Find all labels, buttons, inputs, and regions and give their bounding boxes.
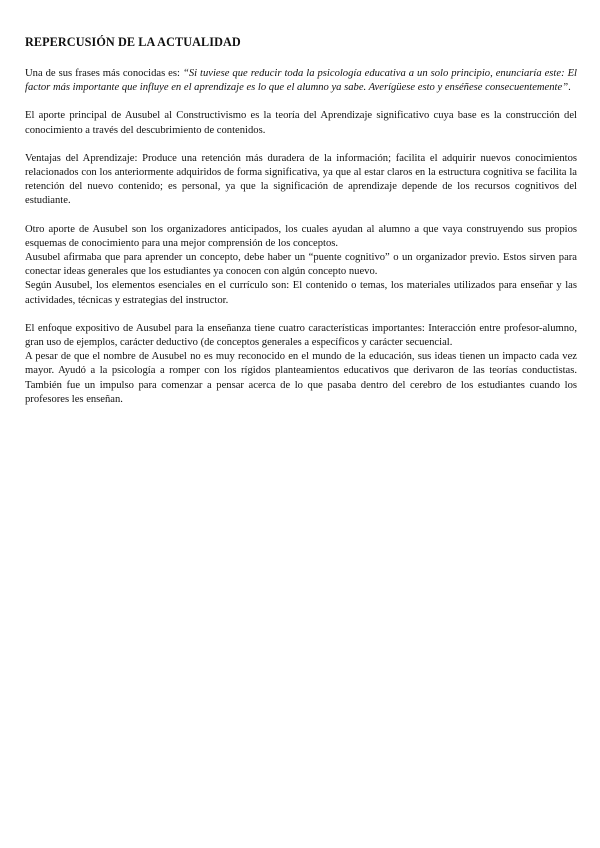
paragraph-main-contribution: El aporte principal de Ausubel al Constructivismo es la teoría del Aprendizaje significativo cuya base es la construcción del conocimiento a través del descubrimiento de contenidos. [25, 110, 577, 136]
paragraph-cognitive-bridge: Ausubel afirmaba que para aprender un concepto, debe haber un “puente cognitivo” o un organizador previo. Estos sirven para conectar ideas generales que los estudiantes ya conocen con algún concepto nuevo. [25, 252, 577, 278]
paragraph-advantages: Ventajas del Aprendizaje: Produce una retención más duradera de la información; facilita el adquirir nuevos conocimientos relacionados con los anteriormente adquiridos de forma significativa, ya que al estar claros en la estructura cognitiva se facilita la retención del nuevo contenido; es personal, ya que la significación de aprendizaje depende de los recursos cognitivos del estudiante. [25, 152, 577, 207]
paragraph-curriculum-elements: Según Ausubel, los elementos esenciales en el currículo son: El contenido o temas, los materiales utilizados para enseñar y las actividades, técnicas y estrategias del instructor. [25, 280, 577, 306]
ausubel-quote: “Si tuviese que reducir toda la psicología educativa a un solo principio, enunciaría este: El factor más importante que influye en el aprendizaje es lo que el alumno ya sabe. Averígüese esto y enséñese consecuentemente” [25, 68, 577, 94]
paragraph-impact: A pesar de que el nombre de Ausubel no es muy reconocido en el mundo de la educación, sus ideas tienen un impacto cada vez mayor. Ayudó a la psicología a romper con los rígidos planteamientos educativos que derivaron de las teorías conductistas. También fue un impulso para comenzar a pensar acerca de lo que pasaba dentro del cerebro de los estudiantes cuando los profesores les enseñan. [25, 351, 577, 405]
document-title: REPERCUSIÓN DE LA ACTUALIDAD [25, 35, 241, 49]
paragraph-advance-organizers: Otro aporte de Ausubel son los organizadores anticipados, los cuales ayudan al alumno a que vaya construyendo sus propios esquemas de conocimiento para una mejor comprensión de los conceptos. [25, 223, 577, 249]
quote-end: . [568, 82, 571, 94]
paragraph-expository-approach: El enfoque expositivo de Ausubel para la enseñanza tiene cuatro características importantes: Interacción entre profesor-alumno, gran uso de ejemplos, carácter deductivo (de conceptos generales a específicos y carácter secuencial. [25, 322, 577, 349]
document-page [25, 34, 577, 407]
paragraph-famous-quote [25, 67, 577, 95]
quote-intro: Una de sus frases más conocidas es: [25, 68, 183, 79]
